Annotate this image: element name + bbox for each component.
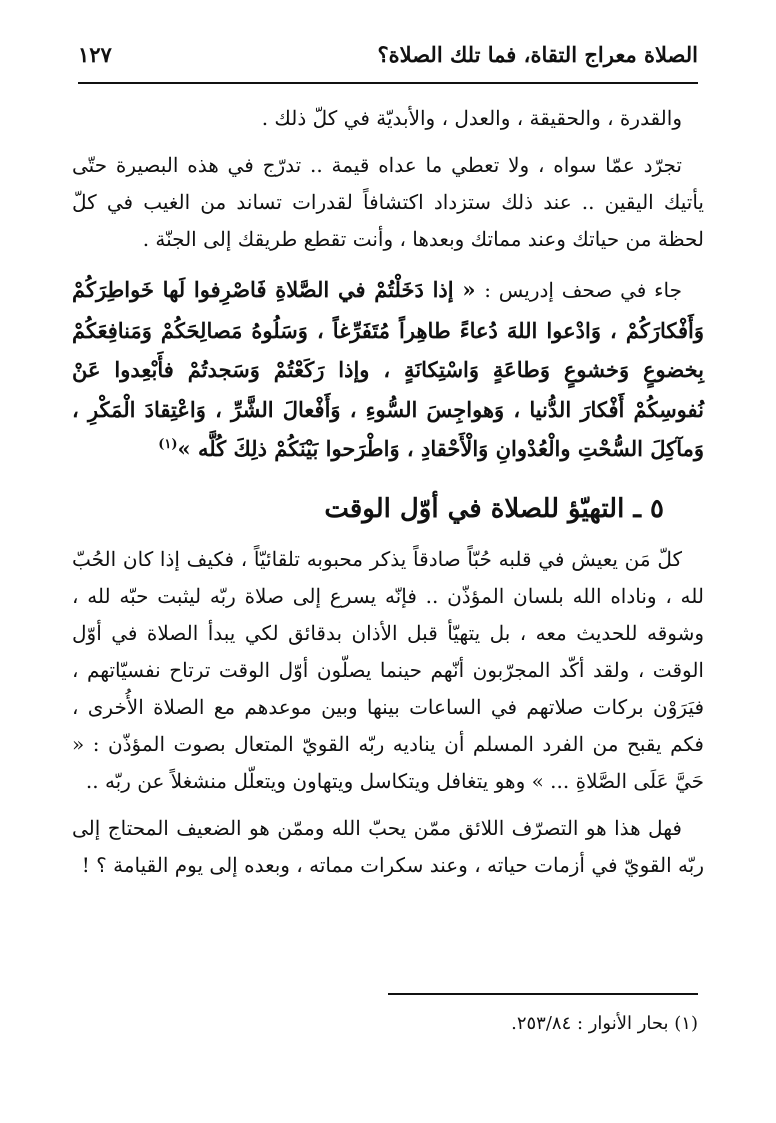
paragraph-4: كلّ مَن يعيش في قلبه حُبّاً صادقاً يذكر محبوبه تلقائيّاً ، فكيف إذا كان الحُبّ لله ، وناداه الله بلسان المؤذّن .. فإنّه يسرع إلى صلاة ربّه ليثبت حبّه لله ، وشوقه للحديث معه ، بل يتهيّأ قبل الأذان بدقائق لكي يبدأ الصلاة في أوّل الوقت ، ولقد أكّد المجرّبون أنّهم حينما يصلّون أوّل الوقت ترتاح نفسيّاتهم ، فيَرَوْن بركات صلاتهم في الساعات بينها وبين موعدهم مع الصلاة الأُخرى ، فكم يقبح من الفرد المسلم أن يناديه ربّه القويّ المتعال بصوت المؤذّن : « حَيَّ عَلَى الصَّلاةِ ... » وهو يتغافل ويتكاسل ويتهاون ويتعلّل منشغلاً عن ربّه .. — [72, 546, 705, 793]
quote-text: « إذا دَخَلْتُمْ في الصَّلاةِ فَاصْرِفوا لَها خَواطِرَكُمْ وَأَفْكارَكُمْ ، وَادْعوا اللهَ دُعاءً طاهِراً مُتَفَرِّغاً ، وَسَلُوهُ مَصالِحَكُمْ وَمَنافِعَكُمْ بِخضوعٍ وَخشوعٍ وَطاعَةٍ وَاسْتِكانَةٍ ، وإذا رَكَعْتُمْ وَسَجدتُمْ فأَبْعِدوا عَنْ نُفوسِكُمْ أَفْكارَ الدُّنيا ، وَهواجِسَ السُّوءِ ، وَأَفْعالَ الشَّرِّ ، وَاعْتِقادَ الْمَكْرِ ، وَمآكِلَ السُّحْتِ والْعُدْوانِ وَالْأَحْقادِ ، وَاطْرَحوا بَيْنَكُمْ ذلِكَ كُلَّه » — [72, 277, 704, 461]
section-heading: ٥ ـ التهيّؤ للصلاة في أوّل الوقت — [324, 493, 664, 524]
quote-intro: جاء في صحف إدريس : — [484, 278, 682, 302]
page-number: ١٢٧ — [78, 42, 112, 67]
paragraph-1: والقدرة ، والحقيقة ، والعدل ، والأبديّة في كلّ ذلك . — [261, 106, 682, 130]
running-title: الصلاة معراج التقاة، فما تلك الصلاة؟ — [377, 42, 698, 67]
running-header — [78, 42, 698, 82]
footnote-divider — [388, 993, 698, 995]
paragraph-2: تجرّد عمّا سواه ، ولا تعطي ما عداه قيمة .. تدرّج في هذه البصيرة حتّى يأتيك اليقين .. عند ذلك ستزداد اكتشافاً لقدرات تساند من الغيب في كلّ لحظة من حياتك وعند مماتك وبعدها ، وأنت تقطع طريقك إلى الجنّة . — [72, 153, 704, 251]
header-divider — [78, 82, 698, 84]
main-text — [72, 100, 704, 884]
footnote: (١) بحار الأنوار : ٢٥٣/٨٤. — [511, 1013, 698, 1034]
quote-paragraph — [72, 270, 704, 469]
paragraph-5: فهل هذا هو التصرّف اللائق ممّن يحبّ الله وممّن هو الضعيف المحتاج إلى ربّه القويّ في أزمات حياته ، وعند سكرات مماته ، وبعده إلى يوم القيامة ؟ ! — [72, 815, 704, 877]
footnote-reference: (١) — [158, 437, 178, 452]
